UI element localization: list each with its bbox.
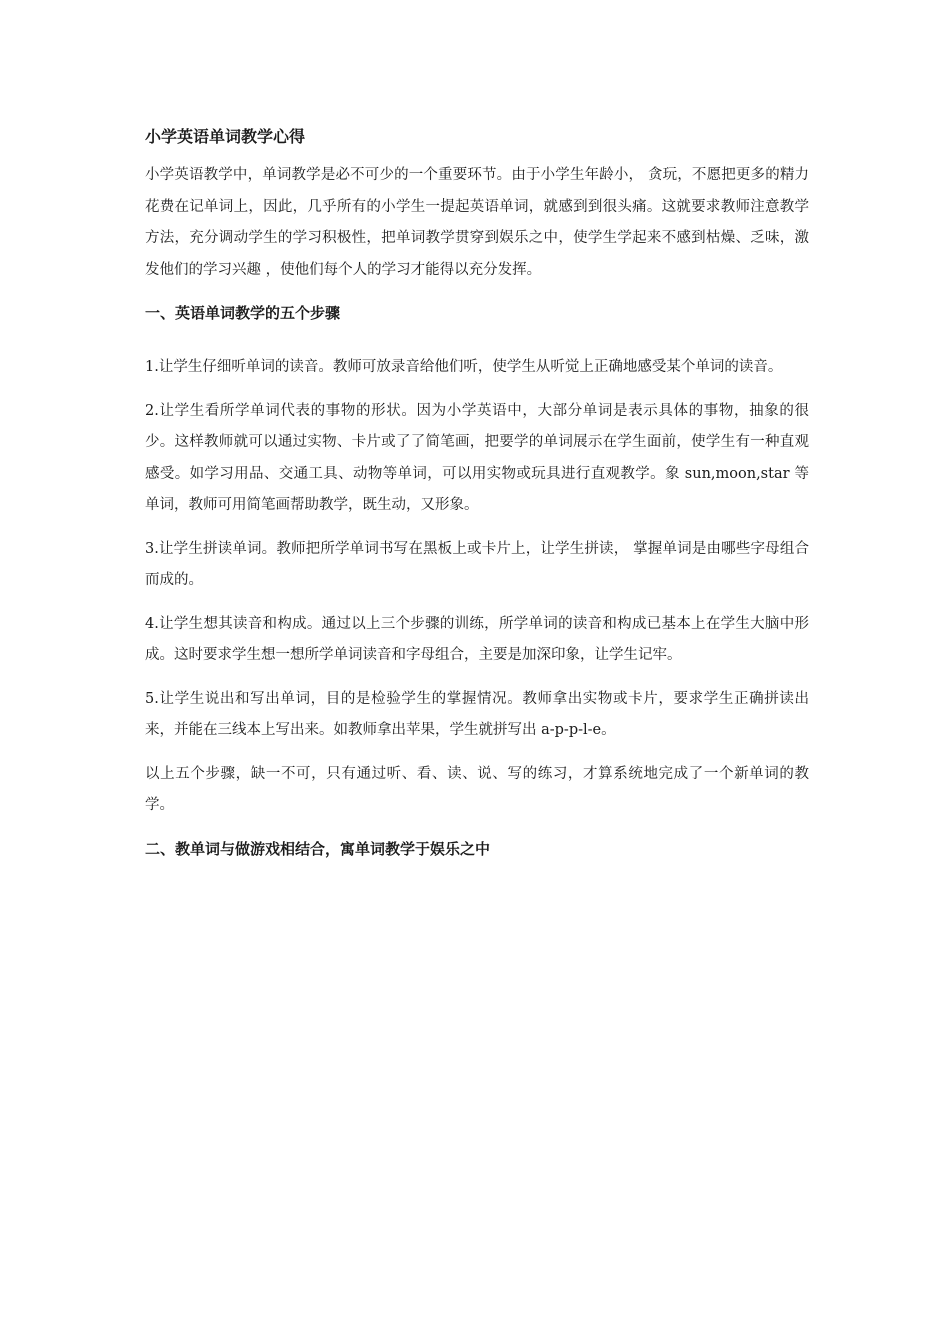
step-paragraph-2: 2.让学生看所学单词代表的事物的形状。因为小学英语中，大部分单词是表示具体的事物，抽象的很少。这样教师就可以通过实物、卡片或了了简笔画，把要学的单词展示在学生面前，使学生有一种直观感受。如学习用品、交通工具、动物等单词，可以用实物或玩具进行直观教学。象 sun,moon,star 等单词，教师可用简笔画帮助教学，既生动，又形象。	[145, 402, 809, 513]
document-body	[145, 124, 809, 888]
summary-paragraph: 以上五个步骤，缺一不可，只有通过听、看、读、说、写的练习，才算系统地完成了一个新单词的教学。	[145, 765, 809, 813]
section-heading-2: 二、教单词与做游戏相结合，寓单词教学于娱乐之中	[145, 839, 491, 858]
step-paragraph-5: 5.让学生说出和写出单词，目的是检验学生的掌握情况。教师拿出实物或卡片，要求学生正确拼读出来，并能在三线本上写出来。如教师拿出苹果，学生就拼写出 a-p-p-l-e。	[145, 690, 809, 738]
section-heading-1: 一、英语单词教学的五个步骤	[145, 304, 341, 322]
step-paragraph-1: 1.让学生仔细听单词的读音。教师可放录音给他们听，使学生从听觉上正确地感受某个单词的读音。	[145, 359, 783, 375]
step-paragraph-3: 3.让学生拼读单词。教师把所学单词书写在黑板上或卡片上，让学生拼读， 掌握单词是由哪些字母组合而成的。	[145, 540, 809, 588]
step-paragraph-4: 4.让学生想其读音和构成。通过以上三个步骤的训练，所学单词的读音和构成已基本上在学生大脑中形成。这时要求学生想一想所学单词读音和字母组合，主要是加深印象，让学生记牢。	[145, 615, 809, 663]
document-title: 小学英语单词教学心得	[145, 127, 306, 146]
intro-paragraph: 小学英语教学中，单词教学是必不可少的一个重要环节。由于小学生年龄小， 贪玩，不愿把更多的精力花费在记单词上，因此，几乎所有的小学生一提起英语单词，就感到到很头痛。这就要求教师注意教学方法，充分调动学生的学习积极性，把单词教学贯穿到娱乐之中，使学生学起来不感到枯燥、乏味，激发他们的学习兴趣 ，使他们每个人的学习才能得以充分发挥。	[145, 167, 809, 278]
